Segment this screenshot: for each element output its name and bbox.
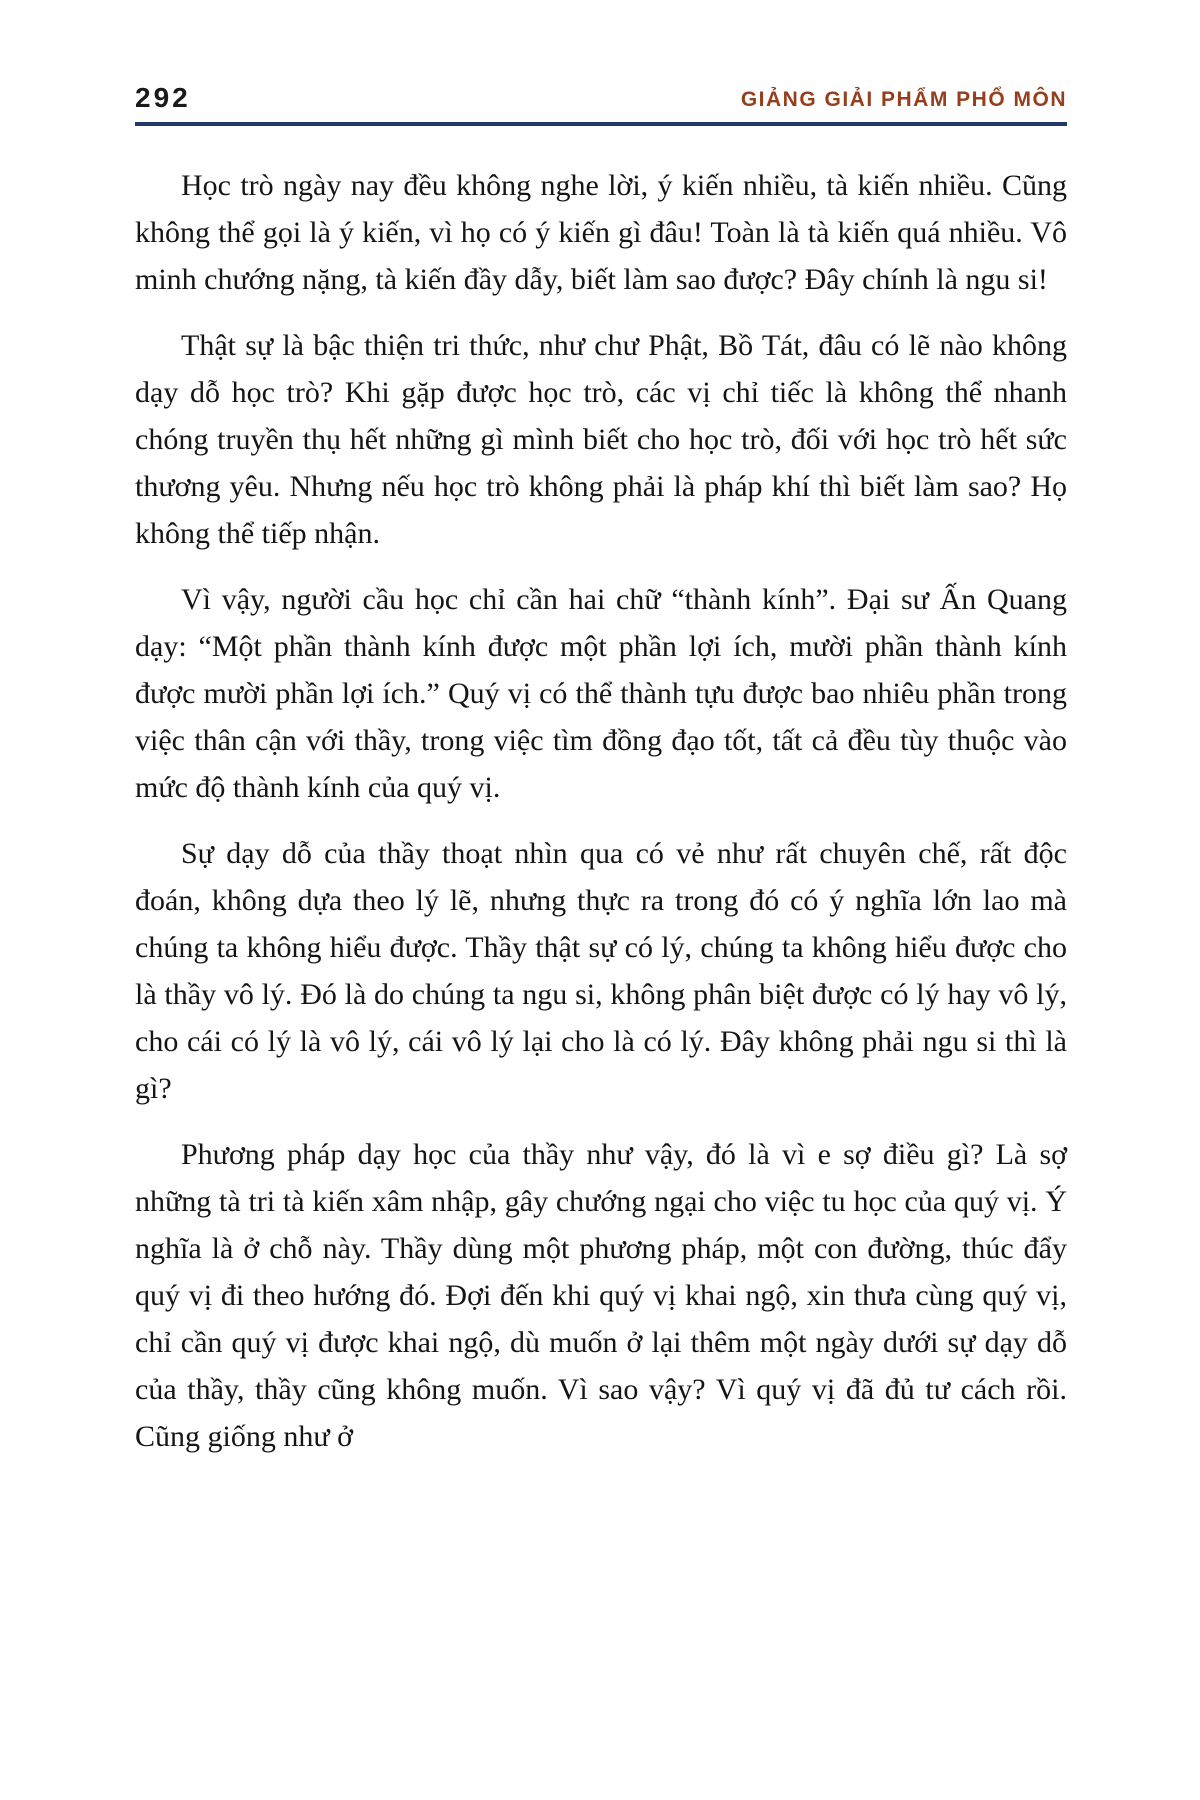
paragraph: Thật sự là bậc thiện tri thức, như chư Phật, Bồ Tát, đâu có lẽ nào không dạy dỗ học trò? Khi gặp được học trò, các vị chỉ tiếc là không thể nhanh chóng truyền thụ hết những gì mình biết cho học trò, đối với học trò hết sức thương yêu. Nhưng nếu học trò không phải là pháp khí thì biết làm sao? Họ không thể tiếp nhận. [135, 329, 1067, 550]
page-number: 292 [135, 82, 191, 113]
book-page [135, 0, 1067, 1479]
running-header [135, 0, 1067, 126]
running-header-title: GIẢNG GIẢI PHẨM PHỔ MÔN [740, 88, 1067, 111]
paragraph: Sự dạy dỗ của thầy thoạt nhìn qua có vẻ như rất chuyên chế, rất độc đoán, không dựa theo lý lẽ, nhưng thực ra trong đó có ý nghĩa lớn lao mà chúng ta không hiểu được. Thầy thật sự có lý, chúng ta không hiểu được cho là thầy vô lý. Đó là do chúng ta ngu si, không phân biệt được có lý hay vô lý, cho cái có lý là vô lý, cái vô lý lại cho là có lý. Đây không phải ngu si thì là gì? [135, 837, 1067, 1105]
paragraph: Phương pháp dạy học của thầy như vậy, đó là vì e sợ điều gì? Là sợ những tà tri tà kiến xâm nhập, gây chướng ngại cho việc tu học của quý vị. Ý nghĩa là ở chỗ này. Thầy dùng một phương pháp, một con đường, thúc đẩy quý vị đi theo hướng đó. Đợi đến khi quý vị khai ngộ, xin thưa cùng quý vị, chỉ cần quý vị được khai ngộ, dù muốn ở lại thêm một ngày dưới sự dạy dỗ của thầy, thầy cũng không muốn. Vì sao vậy? Vì quý vị đã đủ tư cách rồi. Cũng giống như ở [135, 1138, 1067, 1453]
paragraph: Vì vậy, người cầu học chỉ cần hai chữ “thành kính”. Đại sư Ấn Quang dạy: “Một phần thành kính được một phần lợi ích, mười phần thành kính được mười phần lợi ích.” Quý vị có thể thành tựu được bao nhiêu phần trong việc thân cận với thầy, trong việc tìm đồng đạo tốt, tất cả đều tùy thuộc vào mức độ thành kính của quý vị. [135, 583, 1067, 804]
page-body-text [135, 162, 1067, 1460]
paragraph: Học trò ngày nay đều không nghe lời, ý kiến nhiều, tà kiến nhiều. Cũng không thể gọi là ý kiến, vì họ có ý kiến gì đâu! Toàn là tà kiến quá nhiều. Vô minh chướng nặng, tà kiến đầy dẫy, biết làm sao được? Đây chính là ngu si! [135, 169, 1067, 296]
header-rule-divider [135, 122, 1067, 126]
